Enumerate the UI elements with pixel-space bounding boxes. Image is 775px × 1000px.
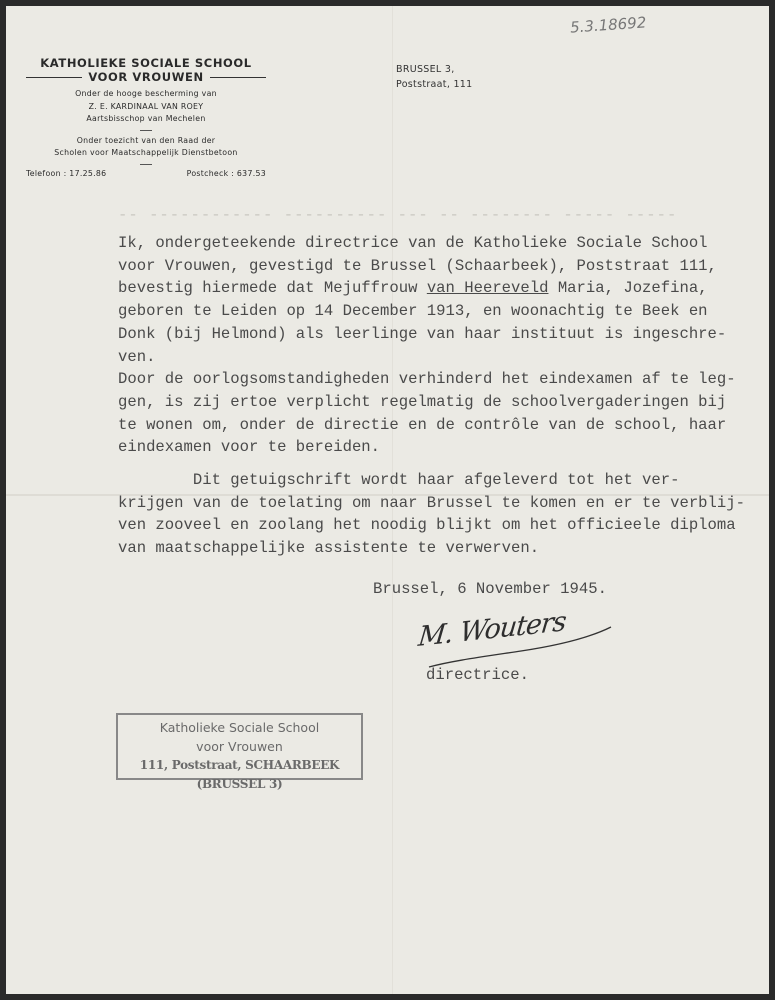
- text-line: ven zooveel en zoolang het noodig blijkt om het officieele diploma: [118, 516, 736, 535]
- school-name: KATHOLIEKE SOCIALE SCHOOL: [40, 56, 252, 70]
- signature-flourish: [421, 621, 631, 671]
- stamp-line: voor Vrouwen: [196, 739, 283, 754]
- person-name: van Heereveld: [426, 279, 549, 298]
- text-line: Ik, ondergeteekende directrice van de Katholieke Sociale School: [118, 234, 708, 252]
- signature: M. Wouters: [416, 606, 568, 653]
- postcheck: Postcheck : 637.53: [186, 168, 266, 178]
- school-stamp: [116, 713, 363, 791]
- signer-role: directrice.: [426, 666, 529, 684]
- text-line: ven.: [118, 347, 156, 366]
- patron-name: Z. E. KARDINAAL VAN ROEY: [88, 101, 204, 111]
- text-line: Door de oorlogsomstandigheden verhinderd het eindexamen af te leg-: [118, 370, 736, 389]
- text-line: eindexamen voor te bereiden.: [118, 438, 381, 457]
- date-line: Brussel, 6 November 1945.: [373, 580, 607, 598]
- telephone: Telefoon : 17.25.86: [26, 168, 107, 178]
- address-line: BRUSSEL 3,: [396, 64, 455, 75]
- letterhead: [26, 56, 266, 178]
- text-line: voor Vrouwen, gevestigd te Brussel (Schaarbeek), Poststraat 111,: [118, 256, 717, 275]
- patron-line: Onder de hooge bescherming van: [75, 89, 217, 98]
- stamp-line: Katholieke Sociale School: [159, 720, 320, 735]
- address-line: Poststraat, 111: [396, 79, 473, 90]
- text-line: gen, is zij ertoe verplicht regelmatig de schoolvergaderingen bij: [118, 392, 727, 411]
- letter-page: [6, 6, 769, 994]
- reference-number: 5.3.18692: [569, 13, 647, 37]
- stamp-line: 111, Poststraat, SCHAARBEEK (BRUSSEL 3): [139, 758, 340, 791]
- text-line: Donk (bij Helmond) als leerlinge van haar instituut is ingeschre-: [118, 324, 727, 343]
- text-line: krijgen van de toelating om naar Brussel te komen en er te verblij-: [118, 493, 745, 512]
- patron-title: Aartsbisschop van Mechelen: [86, 114, 206, 123]
- erased-line: -- ------------ ---------- --- -- -------- ----- -----: [118, 206, 678, 224]
- divider: [140, 130, 152, 131]
- text-line: van maatschappelijke assistente te verwerven.: [118, 539, 540, 558]
- letter-body: [118, 232, 745, 560]
- text-line: bevestig hiermede dat Mejuffrouw van Heereveld Maria, Jozefina,: [118, 279, 708, 298]
- divider: [140, 164, 152, 165]
- oversight-line: Onder toezicht van den Raad der: [76, 135, 216, 145]
- contact-line: [26, 169, 266, 178]
- address: [396, 62, 473, 92]
- text-line: Dit getuigschrift wordt haar afgeleverd tot het ver-: [118, 471, 680, 490]
- text-line: te wonen om, onder de directie en de contrôle van de school, haar: [118, 415, 727, 434]
- oversight-line: Scholen voor Maatschappelijk Dienstbetoon: [54, 148, 238, 157]
- school-name-line2: VOOR VROUWEN: [26, 70, 266, 84]
- text-line: geboren te Leiden op 14 December 1913, en woonachtig te Beek en: [118, 302, 708, 321]
